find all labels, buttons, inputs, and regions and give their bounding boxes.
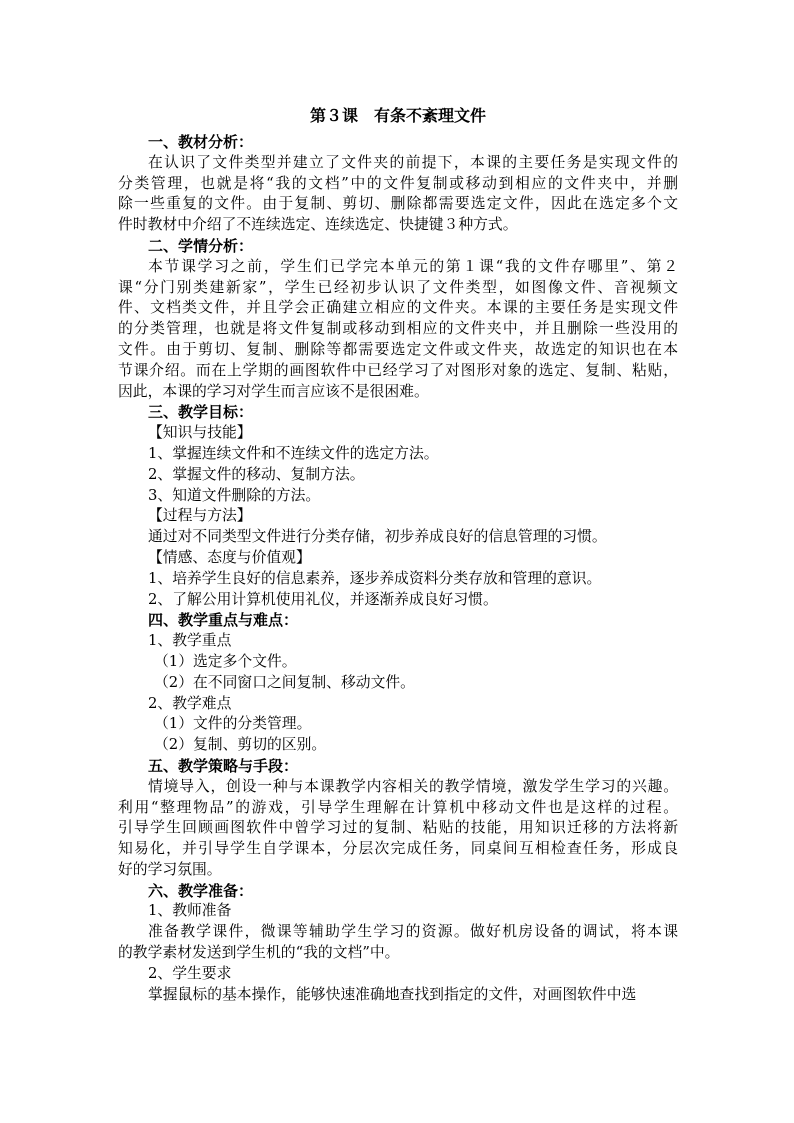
paragraph-line: 通过对不同类型文件进行分类存储，初步养成良好的信息管理的习惯。 xyxy=(148,528,607,546)
section-heading-students: 二、学情分析： xyxy=(148,236,254,255)
paragraph-line: 在认识了文件类型并建立了文件夹的前提下，本课的主要任务是实现文件的 xyxy=(148,153,678,171)
subheading-teacher: 1、教师准备 xyxy=(148,902,232,920)
paragraph-line: 件、文档类文件，并且学会正确建立相应的文件夹。本课的主要任务是实现文件 xyxy=(118,299,678,317)
paragraph-line: 引导学生回顾画图软件中曾学习过的复制、粘贴的技能，用知识迁移的方法将新 xyxy=(118,819,678,837)
subheading-difficulty: 2、教学难点 xyxy=(148,694,232,712)
paragraph-line: 本节课学习之前，学生们已学完本单元的第１课“我的文件存哪里”、第２ xyxy=(148,257,678,275)
section-heading-objectives: 三、教学目标： xyxy=(148,403,254,422)
paragraph-line: 好的学习氛围。 xyxy=(118,860,222,878)
paragraph-line: 分类管理，也就是将“我的文档”中的文件复制或移动到相应的文件夹中，并删 xyxy=(118,174,678,192)
paragraph-line: 的教学素材发送到学生机的“我的文档”中。 xyxy=(118,944,400,962)
section-heading-strategy: 五、教学策略与手段： xyxy=(148,756,299,775)
list-item: （1）文件的分类管理。 xyxy=(154,715,312,733)
paragraph-line: 利用“整理物品”的游戏，引导学生理解在计算机中移动文件也是这样的过程。 xyxy=(118,798,678,816)
subheading-process: 【过程与方法】 xyxy=(148,507,252,525)
paragraph-line: 因此，本课的学习对学生而言应该不是很困难。 xyxy=(118,382,429,400)
paragraph-line: 课“分门别类建新家”，学生已经初步认识了文件类型，如图像文件、音视频文 xyxy=(118,278,678,296)
page-title: 第３课 有条不紊理文件 xyxy=(309,106,486,125)
paragraph-line: 的分类管理，也就是将文件复制或移动到相应的文件夹中，并且删除一些没用的 xyxy=(118,320,678,338)
list-item: （2）复制、剪切的区别。 xyxy=(154,736,327,754)
document-body xyxy=(118,104,678,1005)
paragraph-line: 掌握鼠标的基本操作，能够快速准确地查找到指定的文件，对画图软件中选 xyxy=(148,985,637,1003)
section-heading-materials: 一、教材分析： xyxy=(148,133,254,151)
section-heading-preparation: 六、教学准备： xyxy=(148,881,254,900)
paragraph-line: 准备教学课件，微课等辅助学生学习的资源。做好机房设备的调试，将本课 xyxy=(148,923,678,941)
list-item: （1）选定多个文件。 xyxy=(154,652,297,670)
paragraph-line: 知易化，并引导学生自学课本，分层次完成任务，同桌间互相检查任务，形成良 xyxy=(118,840,678,858)
paragraph-line: 情境导入，创设一种与本课教学内容相关的教学情境，激发学生学习的兴趣。 xyxy=(148,777,678,795)
list-item: （2）在不同窗口之间复制、移动文件。 xyxy=(154,673,415,691)
list-item: 2、掌握文件的移动、复制方法。 xyxy=(148,465,365,483)
list-item: 1、培养学生良好的信息素养，逐步养成资料分类存放和管理的意识。 xyxy=(148,569,602,587)
subheading-student: 2、学生要求 xyxy=(148,964,232,982)
subheading-attitude: 【情感、态度与价值观】 xyxy=(148,548,311,566)
list-item: 2、了解公用计算机使用礼仪，并逐渐养成良好习惯。 xyxy=(148,590,498,608)
subheading-key: 1、教学重点 xyxy=(148,632,232,650)
subheading-knowledge: 【知识与技能】 xyxy=(148,424,252,442)
section-heading-key-points: 四、教学重点与难点： xyxy=(148,611,299,630)
paragraph-line: 节课介绍。而在上学期的画图软件中已经学习了对图形对象的选定、复制、粘贴， xyxy=(118,361,678,379)
list-item: 3、知道文件删除的方法。 xyxy=(148,486,321,504)
paragraph-line: 除一些重复的文件。由于复制、剪切、删除都需要选定文件，因此在选定多个文 xyxy=(118,195,678,213)
paragraph-line: 文件。由于剪切、复制、删除等都需要选定文件或文件夹，故选定的知识也在本 xyxy=(118,340,678,358)
list-item: 1、掌握连续文件和不连续文件的选定方法。 xyxy=(148,444,439,462)
paragraph-line: 件时教材中介绍了不连续选定、连续选定、快捷键３种方式。 xyxy=(118,216,518,234)
